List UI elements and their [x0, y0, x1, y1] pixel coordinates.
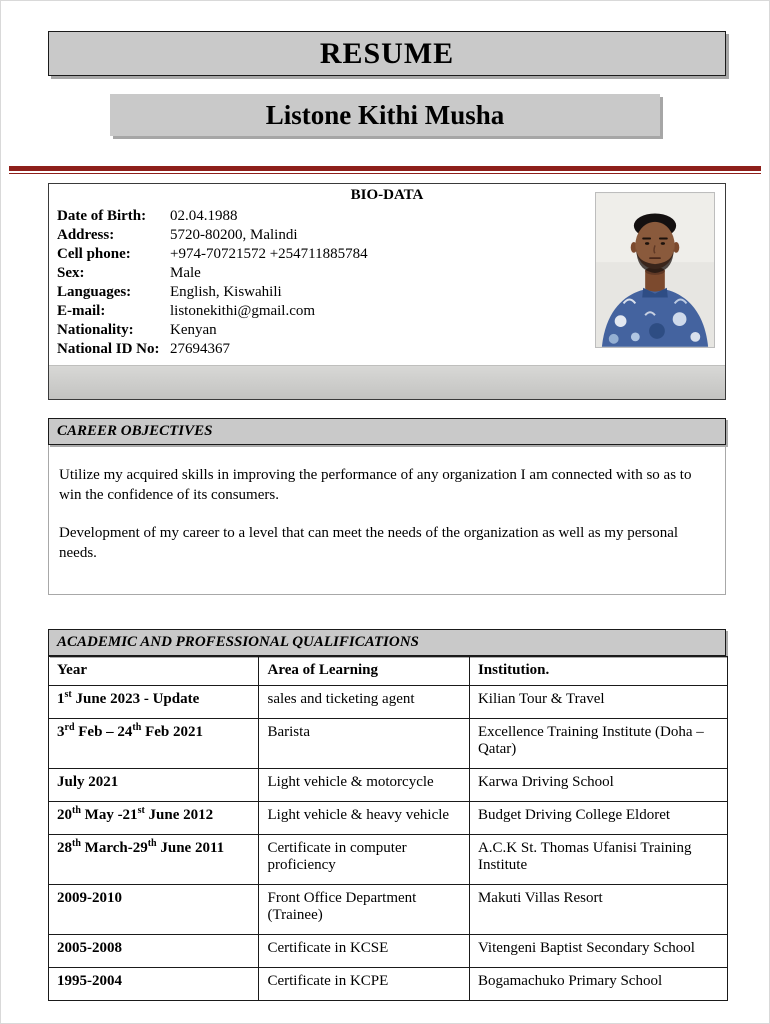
institution-cell: Vitengeni Baptist Secondary School	[469, 935, 727, 968]
institution-cell: Karwa Driving School	[469, 769, 727, 802]
bio-field-label: Address:	[57, 227, 115, 243]
area-cell: Front Office Department (Trainee)	[259, 885, 469, 935]
qualification-row	[49, 968, 728, 1001]
year-cell: July 2021	[49, 769, 259, 802]
year-cell: 2009-2010	[49, 885, 259, 935]
career-objectives-body	[48, 445, 726, 595]
area-cell: Light vehicle & motorcycle	[259, 769, 469, 802]
bio-shade	[49, 365, 725, 399]
qualification-row	[49, 686, 728, 719]
bio-field-row	[57, 264, 581, 283]
bio-field-label: National ID No:	[57, 341, 160, 357]
bio-field-label: Date of Birth:	[57, 208, 147, 224]
qualifications-header-row	[49, 657, 728, 686]
area-cell: Light vehicle & heavy vehicle	[259, 802, 469, 835]
institution-cell: A.C.K St. Thomas Ufanisi Training Institute	[469, 835, 727, 885]
year-cell: 1st June 2023 - Update	[49, 686, 259, 719]
bio-field-label: Nationality:	[57, 322, 134, 338]
bio-field-value: listonekithi@gmail.com	[170, 303, 316, 319]
institution-cell: Excellence Training Institute (Doha – Qatar)	[469, 719, 727, 769]
institution-cell: Budget Driving College Eldoret	[469, 802, 727, 835]
top-divider	[9, 166, 761, 174]
bio-field-label: Sex:	[57, 265, 85, 281]
area-cell: Barista	[259, 719, 469, 769]
year-cell: 2005-2008	[49, 935, 259, 968]
candidate-portrait-image	[596, 193, 714, 347]
qualifications-column-header: Institution.	[469, 657, 727, 686]
institution-cell: Makuti Villas Resort	[469, 885, 727, 935]
area-cell: sales and ticketing agent	[259, 686, 469, 719]
bio-data-title: BIO-DATA	[350, 187, 424, 203]
year-cell: 1995-2004	[49, 968, 259, 1001]
qualification-row	[49, 935, 728, 968]
bio-field-label: E-mail:	[57, 303, 106, 319]
qualifications-column-header: Area of Learning	[259, 657, 469, 686]
bio-field-row	[57, 245, 581, 264]
qualification-row	[49, 719, 728, 769]
bio-field-row	[57, 207, 581, 226]
career-objectives-header	[48, 418, 726, 445]
qualification-row	[49, 835, 728, 885]
qualifications-title: ACADEMIC AND PROFESSIONAL QUALIFICATIONS	[57, 634, 419, 650]
bio-field-row	[57, 302, 581, 321]
area-cell: Certificate in KCPE	[259, 968, 469, 1001]
career-paragraph: Development of my career to a level that can meet the needs of the organization as well as my personal needs.	[59, 524, 679, 561]
bio-fields	[49, 205, 589, 365]
institution-cell: Bogamachuko Primary School	[469, 968, 727, 1001]
year-cell: 3rd Feb – 24th Feb 2021	[49, 719, 259, 769]
area-cell: Certificate in computer proficiency	[259, 835, 469, 885]
bio-field-row	[57, 321, 581, 340]
qualifications-column-header: Year	[49, 657, 259, 686]
institution-cell: Kilian Tour & Travel	[469, 686, 727, 719]
bio-field-label: Cell phone:	[57, 246, 131, 262]
area-cell: Certificate in KCSE	[259, 935, 469, 968]
bio-field-row	[57, 340, 581, 359]
bio-field-value: 27694367	[170, 341, 230, 357]
year-cell: 20th May -21st June 2012	[49, 802, 259, 835]
candidate-name: Listone Kithi Musha	[265, 99, 505, 130]
bio-field-row	[57, 283, 581, 302]
bio-data-section	[48, 183, 726, 400]
resume-title-banner	[48, 31, 726, 76]
qualifications-tbody	[49, 686, 728, 1001]
bio-field-value: Kenyan	[170, 322, 217, 338]
bio-field-value: English, Kiswahili	[170, 284, 282, 300]
career-objectives-title: CAREER OBJECTIVES	[57, 423, 213, 439]
career-paragraph: Utilize my acquired skills in improving the performance of any organization I am connected with so as to win the confidence of its consumers.	[59, 467, 692, 504]
qualifications-table	[48, 656, 728, 1001]
bio-field-value: +974-70721572 +254711885784	[170, 246, 368, 262]
qualifications-header	[48, 629, 726, 656]
qualification-row	[49, 885, 728, 935]
bio-field-row	[57, 226, 581, 245]
candidate-name-banner	[110, 94, 660, 136]
resume-title: RESUME	[319, 36, 455, 70]
year-cell: 28th March-29th June 2011	[49, 835, 259, 885]
candidate-photo	[595, 192, 715, 348]
bio-field-label: Languages:	[57, 284, 132, 300]
bio-field-value: 5720-80200, Malindi	[170, 227, 298, 243]
qualification-row	[49, 802, 728, 835]
qualification-row	[49, 769, 728, 802]
bio-field-value: 02.04.1988	[170, 208, 238, 224]
bio-field-value: Male	[170, 265, 201, 281]
